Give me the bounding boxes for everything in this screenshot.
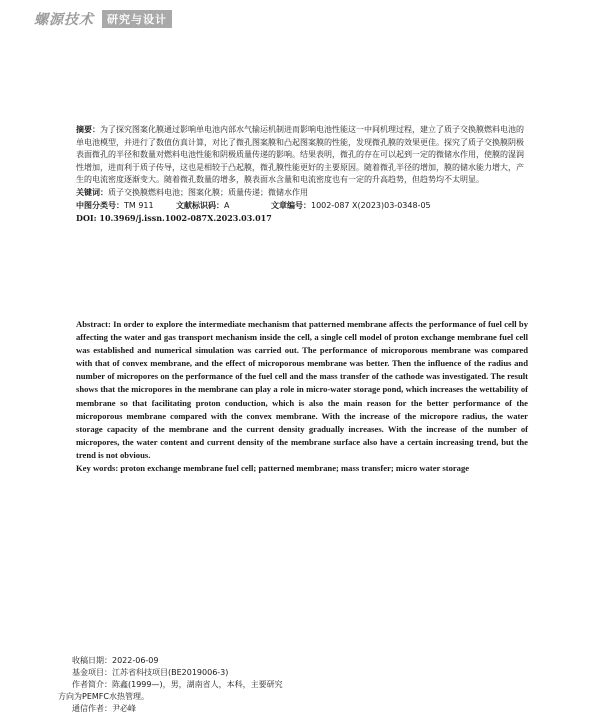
clc-field bbox=[76, 200, 176, 213]
en-abstract-label: Abstract: bbox=[76, 319, 114, 329]
cn-classification-row bbox=[76, 200, 531, 213]
section-badge: 研究与设计 bbox=[102, 10, 172, 28]
doi-value: 10.3969/j.issn.1002-087X.2023.03.017 bbox=[99, 213, 272, 224]
english-abstract-block bbox=[76, 318, 528, 475]
journal-brand: 螺源技术 bbox=[34, 12, 94, 28]
cn-keywords bbox=[76, 187, 531, 200]
received-date: 收稿日期：2022-06-09 bbox=[72, 656, 159, 665]
article-no-field bbox=[271, 200, 431, 213]
en-keywords-text: proton exchange membrane fuel cell; patterned membrane; mass transfer; micro water storage bbox=[120, 463, 470, 474]
cn-abstract bbox=[76, 124, 531, 187]
doc-code-label: 文献标识码： bbox=[176, 200, 224, 210]
journal-header bbox=[34, 9, 172, 29]
clc-value: TM 911 bbox=[124, 200, 154, 210]
doi-line bbox=[76, 212, 531, 226]
doi-label: DOI: bbox=[76, 213, 100, 224]
corresponding-author: 通信作者：尹必峰 bbox=[72, 704, 136, 713]
fund-project: 基金项目：江苏省科技项目(BE2019006-3) bbox=[72, 668, 229, 677]
chinese-abstract-block bbox=[76, 124, 531, 226]
en-abstract bbox=[76, 318, 528, 462]
cn-keywords-text: 质子交换膜燃料电池；图案化膜；质量传递；微储水作用 bbox=[108, 187, 308, 197]
footnote-block bbox=[58, 655, 283, 715]
en-keywords-label: Key words: bbox=[76, 463, 121, 474]
en-keywords bbox=[76, 462, 528, 475]
article-no-value: 1002-087 X(2023)03-0348-05 bbox=[311, 200, 431, 210]
en-abstract-text: In order to explore the intermediate mechanism that patterned membrane affects the performance of fuel cell by affecting the water and gas transport mechanism inside the cell, a single cell model of proton exchange membrane fuel cell was established and numerical simulation was carried out. The performance of microporous membrane was compared with that of convex membrane, and the effect of microporous membrane was better. Then the influence of the radius and number of micropores on the performance of the fuel cell and the mass transfer of the cathode was investigated. The result shows that the micropores in the membrane can play a role in micro-water storage pond, which increases the wettability of membrane so that facilitating proton conduction, which is also the main reason for the better performance of the microporous membrane compared with the convex membrane. With the increase of the micropore radius, the water storage capacity of the membrane and the current density gradually increases. With the increase of the number of micropores, the water content and current density of the membrane surface also have a certain increasing trend, but the trend is not obvious. bbox=[76, 319, 528, 460]
cn-keywords-label: 关键词： bbox=[76, 187, 108, 197]
doc-code-value: A bbox=[224, 200, 230, 210]
clc-label: 中图分类号： bbox=[76, 200, 124, 210]
doc-code-field bbox=[176, 200, 271, 213]
article-no-label: 文章编号： bbox=[271, 200, 311, 210]
author-bio-line1: 作者简介：陈鑫(1999—)，男，湖南省人，本科，主要研究 bbox=[72, 680, 283, 689]
cn-abstract-label: 摘要： bbox=[76, 125, 100, 134]
author-bio-line2: 方向为PEMFC水热管理。 bbox=[58, 692, 149, 701]
cn-abstract-text: 为了探究图案化膜通过影响单电池内部水气输运机制进而影响电池性能这一中间机理过程，建立了质子交换膜燃料电池的单电池模型，并进行了数值仿真计算，对比了微孔图案膜和凸起图案膜的性能，发现微孔膜的效果更佳。探究了质子交换膜阴极表面微孔的半径和数量对燃料电池性能和阴极质量传递的影响。结果表明，微孔的存在可以起到一定的微储水作用，使膜的湿润性增加，进而利于质子传导，这也是相较于凸起膜，微孔膜性能更好的主要原因。随着微孔半径的增加，膜的储水能力增大，产生的电流密度逐渐变大。随着微孔数量的增多，膜表面水含量和电流密度也有一定的升高趋势，但趋势均不太明显。 bbox=[76, 125, 524, 185]
